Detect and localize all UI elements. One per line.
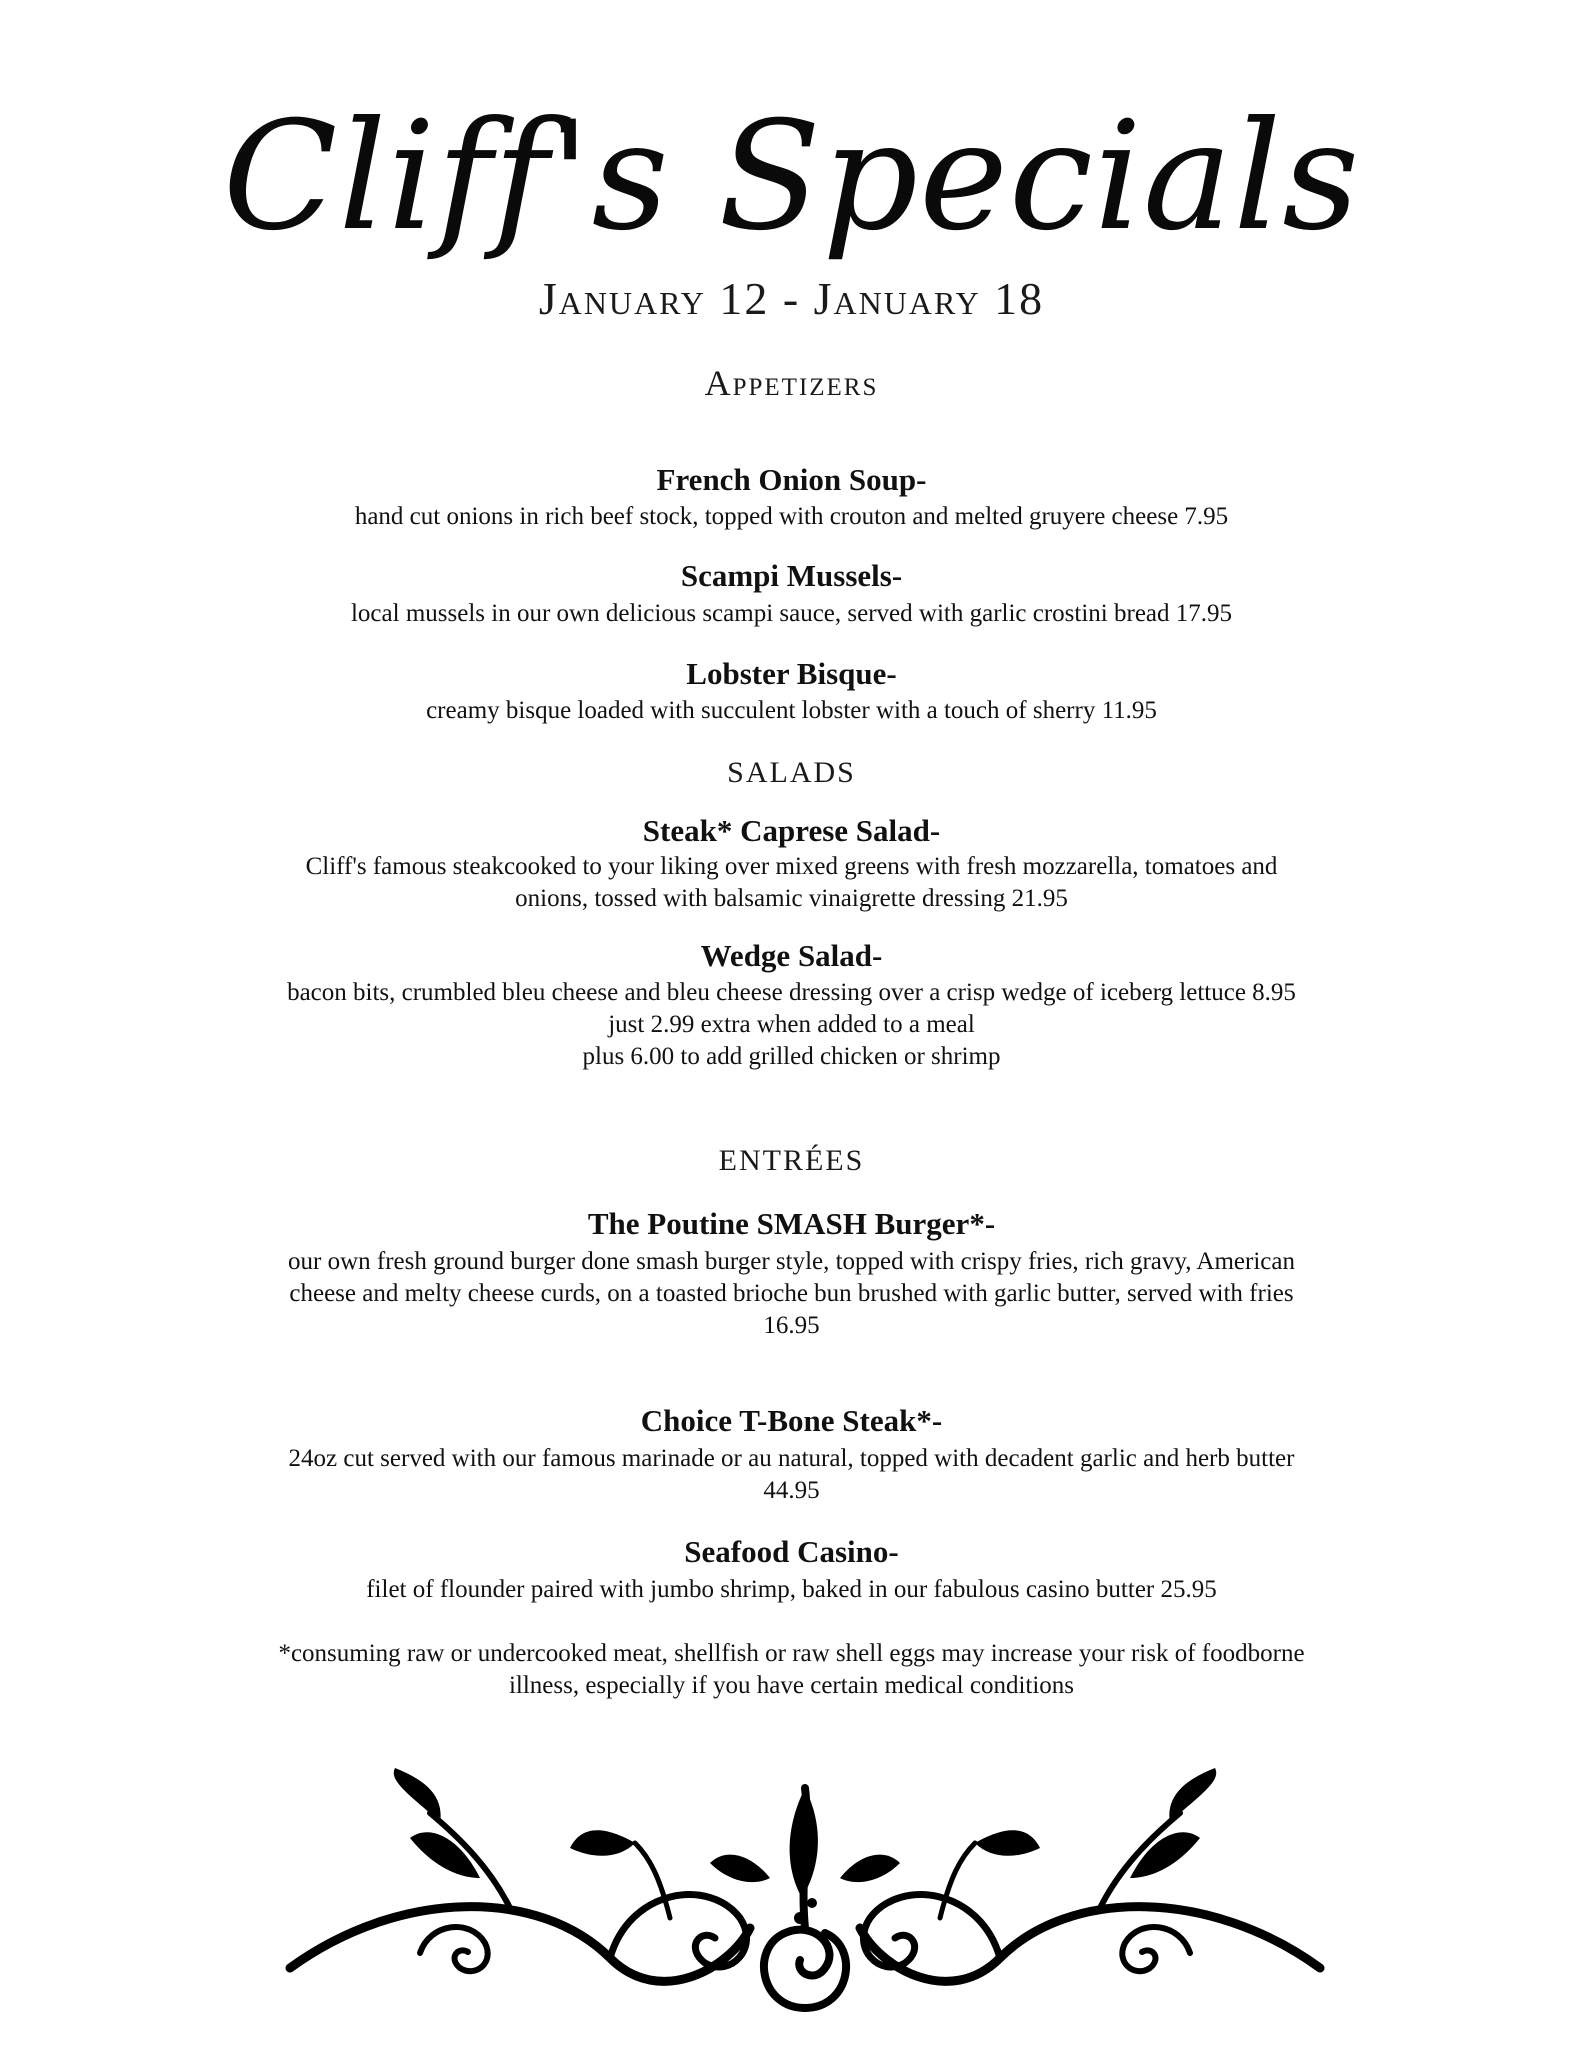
decorative-flourish-icon: [280, 1768, 1330, 2038]
item-desc-line: plus 6.00 to add grilled chicken or shrimp: [582, 1043, 1001, 1070]
item-desc-line: 44.95: [763, 1477, 820, 1504]
disclaimer-line: *consuming raw or undercooked meat, shellfish or raw shell eggs may increase your risk of foodborne: [278, 1640, 1305, 1667]
item-desc-line: local mussels in our own delicious scampi sauce, served with garlic crostini bread 17.95: [350, 600, 1233, 627]
item-desc-line: cheese and melty cheese curds, on a toasted brioche bun brushed with garlic butter, served with fries: [289, 1280, 1294, 1307]
food-safety-disclaimer: [150, 1638, 1433, 1702]
item-desc-choice-t-bone-steak: [150, 1443, 1433, 1507]
item-desc-line: creamy bisque loaded with succulent lobster with a touch of sherry 11.95: [426, 697, 1157, 724]
item-name-french-onion-soup: French Onion Soup-: [656, 462, 927, 497]
item-name-seafood-casino: Seafood Casino-: [684, 1534, 899, 1569]
item-name-choice-t-bone-steak: Choice T-Bone Steak*-: [640, 1403, 943, 1438]
disclaimer-line: illness, especially if you have certain medical conditions: [508, 1672, 1075, 1699]
section-heading-appetizers: Appetizers: [704, 363, 879, 403]
item-desc-line: Cliff's famous steakcooked to your liking over mixed greens with fresh mozzarella, tomatoes and: [305, 853, 1278, 880]
item-desc-line: filet of flounder paired with jumbo shrimp, baked in our fabulous casino butter 25.95: [366, 1576, 1217, 1603]
item-name-scampi-mussels: Scampi Mussels-: [680, 558, 903, 593]
item-name-lobster-bisque: Lobster Bisque-: [686, 656, 897, 691]
item-desc-poutine-smash-burger: [150, 1246, 1433, 1342]
menu-title: Cliff's Specials: [222, 90, 1361, 264]
item-desc-line: hand cut onions in rich beef stock, topped with crouton and melted gruyere cheese 7.95: [354, 503, 1229, 530]
item-desc-wedge-salad: [150, 977, 1433, 1073]
item-name-wedge-salad: Wedge Salad-: [700, 938, 883, 973]
item-desc-french-onion-soup: [150, 501, 1433, 533]
item-desc-line: just 2.99 extra when added to a meal: [608, 1011, 975, 1038]
item-desc-scampi-mussels: [150, 598, 1433, 630]
section-heading-salads: SALADS: [727, 756, 856, 789]
item-desc-line: onions, tossed with balsamic vinaigrette dressing 21.95: [515, 885, 1068, 912]
item-desc-line: bacon bits, crumbled bleu cheese and bleu cheese dressing over a crisp wedge of iceberg lettuce 8.95: [287, 979, 1296, 1006]
item-name-poutine-smash-burger: The Poutine SMASH Burger*-: [587, 1206, 996, 1241]
item-desc-lobster-bisque: [150, 695, 1433, 727]
menu-dates: January 12 - January 18: [538, 273, 1045, 324]
item-desc-line: 24oz cut served with our famous marinade or au natural, topped with decadent garlic and herb butter: [288, 1445, 1295, 1472]
item-desc-seafood-casino: [150, 1574, 1433, 1606]
item-desc-line: our own fresh ground burger done smash burger style, topped with crispy fries, rich gravy, American: [288, 1248, 1295, 1275]
item-name-steak-caprese-salad: Steak* Caprese Salad-: [642, 813, 941, 848]
item-desc-line: 16.95: [763, 1312, 820, 1339]
item-desc-steak-caprese-salad: [150, 851, 1433, 915]
section-heading-entrees: ENTRÉES: [718, 1144, 865, 1177]
